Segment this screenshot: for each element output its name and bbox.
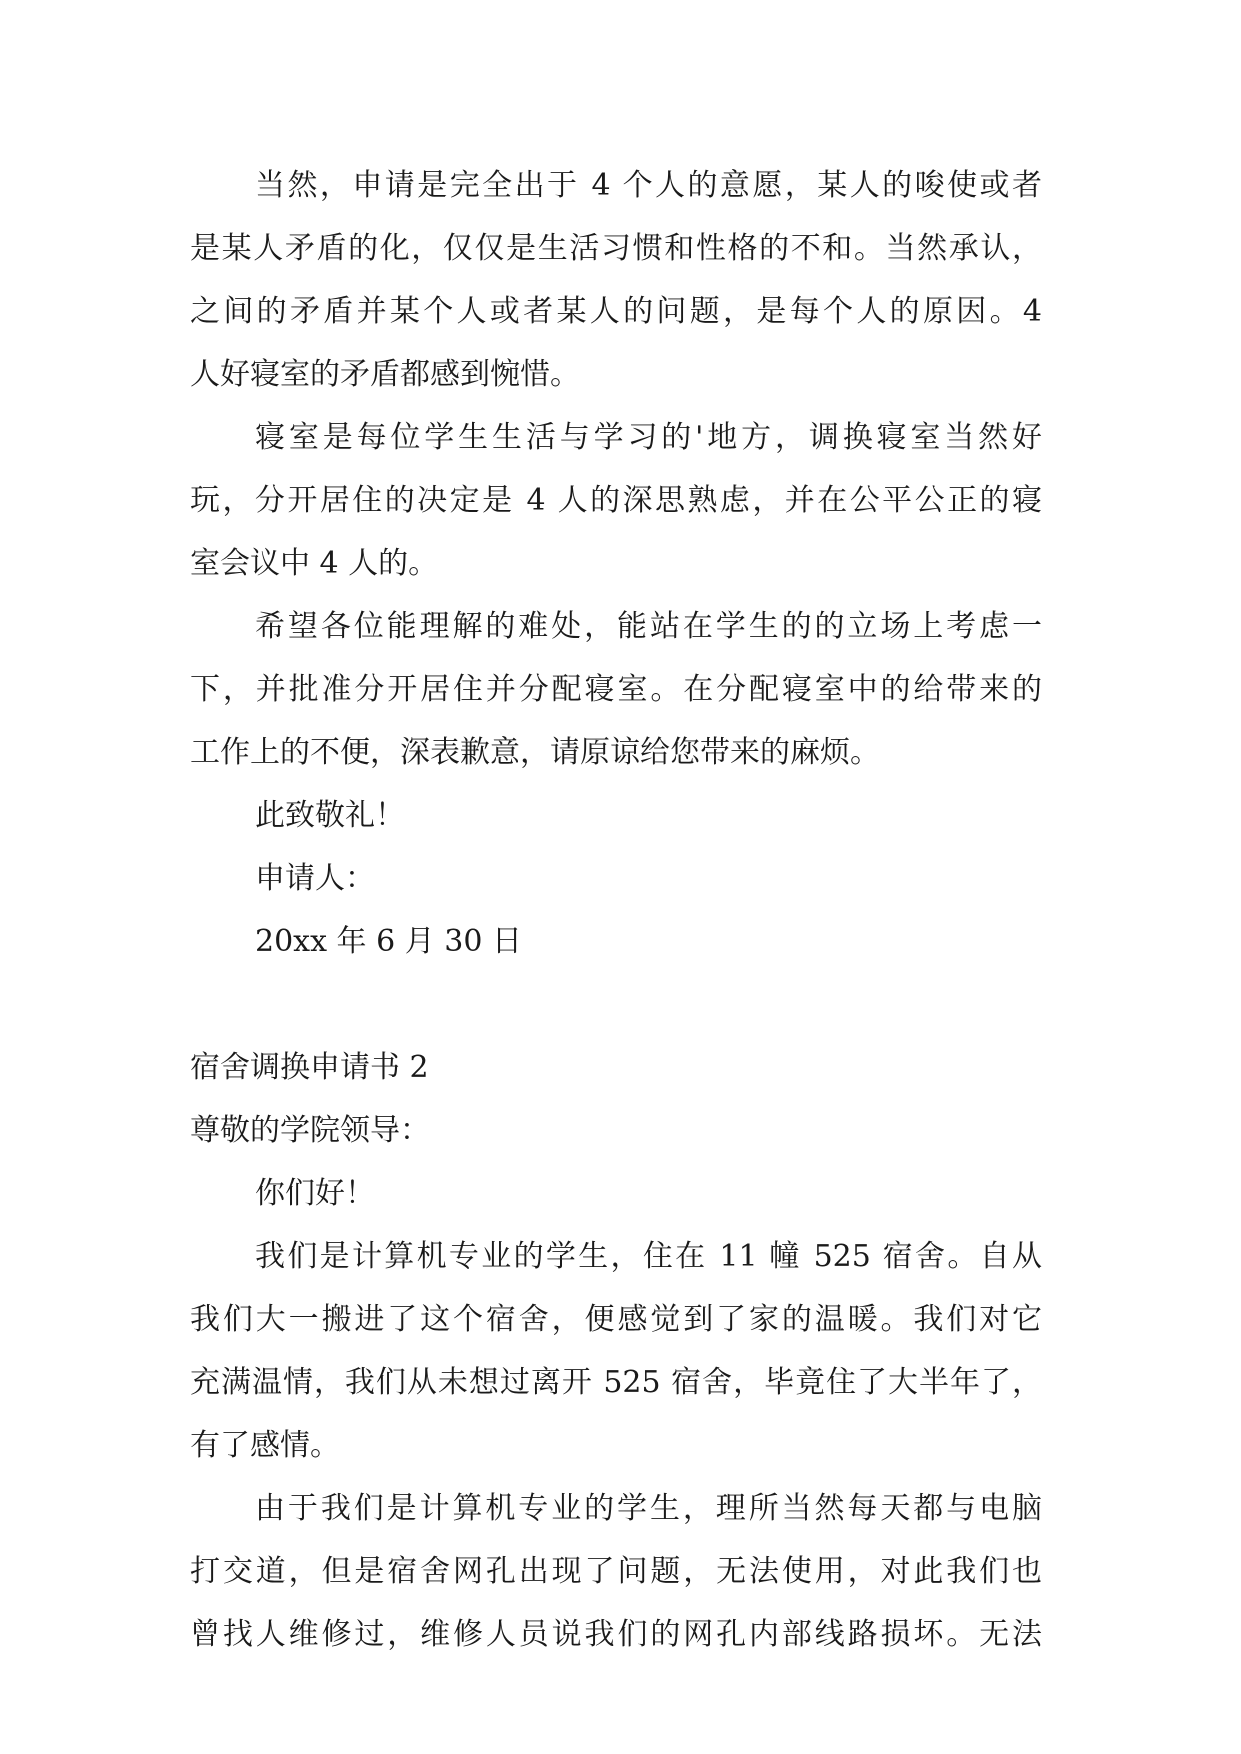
section-2-paragraph-1-line-1: 我们是计算机专业的学生，住在 11 幢 525 宿舍。自从 — [255, 1239, 1042, 1274]
paragraph-2-line-2: 玩，分开居住的决定是 4 人的深思熟虑，并在公平公正的寝 — [190, 483, 1042, 518]
paragraph-3-line-1: 希望各位能理解的难处，能站在学生的的立场上考虑一 — [255, 609, 1042, 644]
paragraph-1-line-1: 当然，申请是完全出于 4 个人的意愿，某人的唆使或者 — [255, 168, 1042, 203]
section-2-paragraph-2-line-2: 打交道，但是宿舍网孔出现了问题，无法使用，对此我们也 — [190, 1554, 1042, 1589]
section-2-paragraph-2-line-3: 曾找人维修过，维修人员说我们的网孔内部线路损坏。无法 — [190, 1617, 1042, 1652]
paragraph-1-line-2: 是某人矛盾的化，仅仅是生活习惯和性格的不和。当然承认， — [190, 231, 1042, 266]
applicant-label: 申请人： — [255, 861, 375, 896]
paragraph-3-line-3: 工作上的不便，深表歉意，请原谅给您带来的麻烦。 — [190, 735, 880, 770]
paragraph-3-line-2: 下，并批准分开居住并分配寝室。在分配寝室中的给带来的 — [190, 672, 1042, 707]
section-2-greeting: 你们好！ — [255, 1176, 375, 1211]
paragraph-1-line-4: 人好寝室的矛盾都感到惋惜。 — [190, 357, 580, 392]
section-2-paragraph-1-line-3: 充满温情，我们从未想过离开 525 宿舍，毕竟住了大半年了， — [190, 1365, 1042, 1400]
paragraph-2-line-1: 寝室是每位学生生活与学习的'地方，调换寝室当然好 — [255, 420, 1042, 455]
section-2-paragraph-1-line-4: 有了感情。 — [190, 1428, 340, 1463]
application-date: 20xx 年 6 月 30 日 — [255, 924, 522, 959]
section-2-paragraph-2-line-1: 由于我们是计算机专业的学生，理所当然每天都与电脑 — [255, 1491, 1042, 1526]
section-2-salutation: 尊敬的学院领导： — [190, 1113, 430, 1148]
paragraph-2-line-3: 室会议中 4 人的。 — [190, 546, 439, 581]
section-2-title: 宿舍调换申请书 2 — [190, 1050, 429, 1085]
section-2-paragraph-1-line-2: 我们大一搬进了这个宿舍，便感觉到了家的温暖。我们对它 — [190, 1302, 1042, 1337]
closing-salute: 此致敬礼！ — [255, 798, 405, 833]
paragraph-1-line-3: 之间的矛盾并某个人或者某人的问题，是每个人的原因。4 — [190, 294, 1042, 329]
